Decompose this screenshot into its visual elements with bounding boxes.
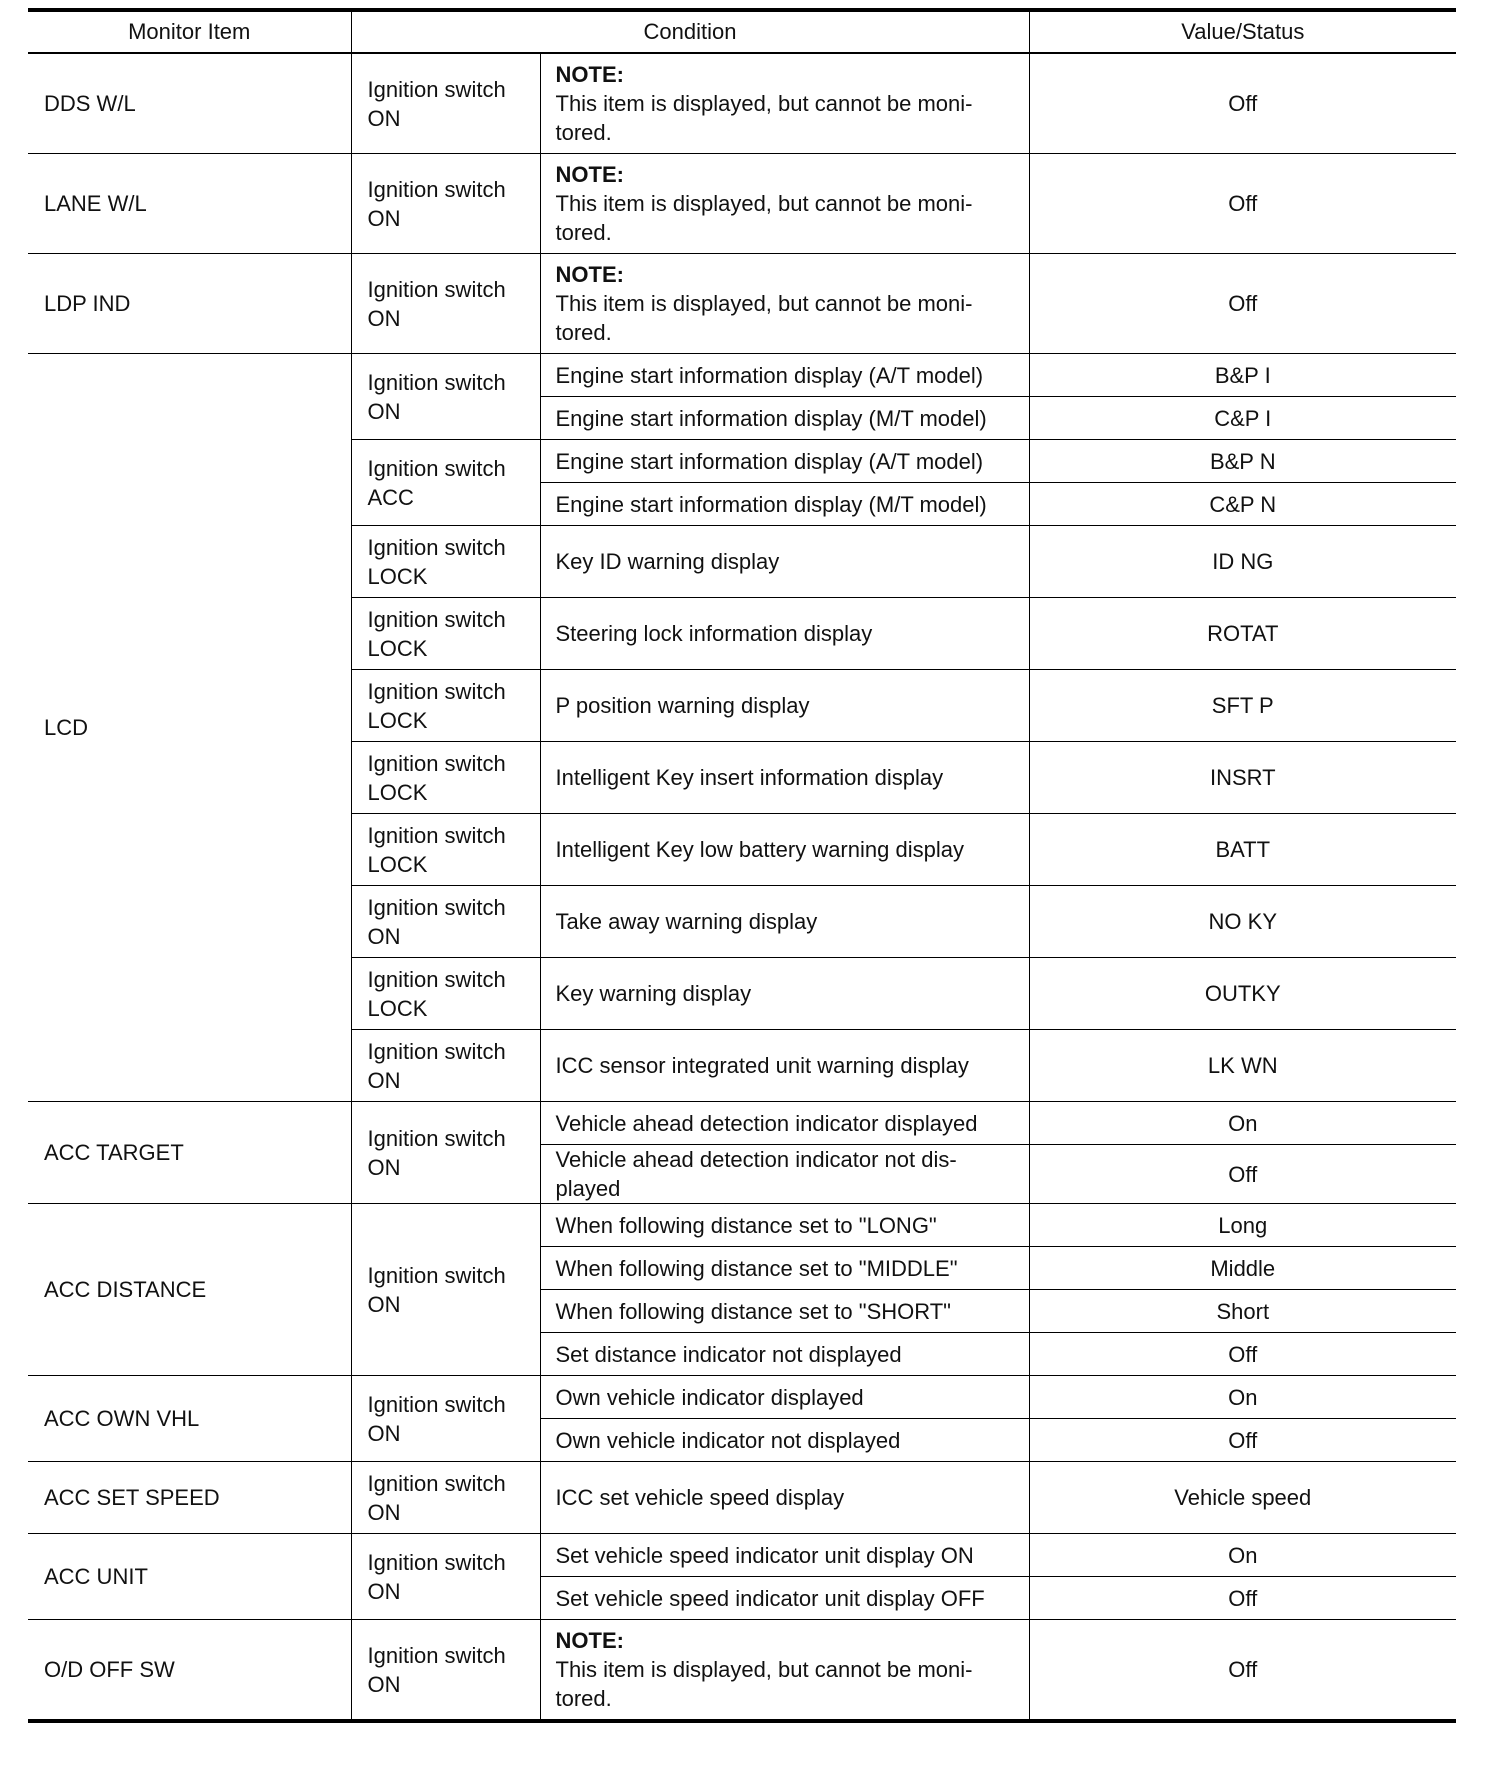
value-cell: B&P N [1029, 440, 1456, 483]
ignition-condition-cell: Ignition switch LOCK [351, 670, 540, 742]
ignition-condition-cell: Ignition switch LOCK [351, 742, 540, 814]
monitor-item-cell: ACC OWN VHL [28, 1376, 351, 1462]
value-cell: Off [1029, 1419, 1456, 1462]
value-cell: Off [1029, 1620, 1456, 1722]
table-row [28, 1620, 1456, 1722]
value-cell: BATT [1029, 814, 1456, 886]
table-row [28, 254, 1456, 354]
value-cell: Off [1029, 254, 1456, 354]
condition-cell: Engine start information display (M/T model) [540, 397, 1029, 440]
condition-cell: Vehicle ahead detection indicator not dis-played [540, 1145, 1029, 1204]
condition-cell: Engine start information display (M/T model) [540, 483, 1029, 526]
ignition-condition-cell: Ignition switch ON [351, 1102, 540, 1204]
value-cell: ROTAT [1029, 598, 1456, 670]
ignition-condition-cell: Ignition switch ACC [351, 440, 540, 526]
value-cell: On [1029, 1534, 1456, 1577]
value-cell: Off [1029, 1333, 1456, 1376]
ignition-condition-cell: Ignition switch ON [351, 1030, 540, 1102]
condition-cell: When following distance set to "SHORT" [540, 1290, 1029, 1333]
value-cell: Off [1029, 1145, 1456, 1204]
value-cell: On [1029, 1102, 1456, 1145]
value-cell: Long [1029, 1204, 1456, 1247]
value-cell: LK WN [1029, 1030, 1456, 1102]
note-label: NOTE: [555, 262, 624, 287]
condition-cell: Set vehicle speed indicator unit display OFF [540, 1577, 1029, 1620]
monitor-item-cell: O/D OFF SW [28, 1620, 351, 1722]
monitor-item-cell: LANE W/L [28, 154, 351, 254]
ignition-condition-cell: Ignition switch ON [351, 254, 540, 354]
condition-cell: Take away warning display [540, 886, 1029, 958]
monitor-item-cell: ACC TARGET [28, 1102, 351, 1204]
ignition-condition-cell: Ignition switch LOCK [351, 814, 540, 886]
monitor-item-cell: LDP IND [28, 254, 351, 354]
value-cell: C&P I [1029, 397, 1456, 440]
condition-cell: When following distance set to "MIDDLE" [540, 1247, 1029, 1290]
ignition-condition-cell: Ignition switch ON [351, 1204, 540, 1376]
table-row [28, 53, 1456, 154]
condition-cell: Intelligent Key insert information display [540, 742, 1029, 814]
condition-cell: Own vehicle indicator not displayed [540, 1419, 1029, 1462]
value-cell: Off [1029, 154, 1456, 254]
value-cell: SFT P [1029, 670, 1456, 742]
header-monitor-item: Monitor Item [28, 10, 351, 53]
table-row [28, 354, 1456, 397]
value-cell: B&P I [1029, 354, 1456, 397]
condition-cell: Intelligent Key low battery warning display [540, 814, 1029, 886]
note-label: NOTE: [555, 162, 624, 187]
condition-cell: Vehicle ahead detection indicator displayed [540, 1102, 1029, 1145]
value-cell: NO KY [1029, 886, 1456, 958]
monitor-item-cell: LCD [28, 354, 351, 1102]
condition-note-cell [540, 154, 1029, 254]
value-cell: C&P N [1029, 483, 1456, 526]
value-cell: Off [1029, 53, 1456, 154]
table-row [28, 1204, 1456, 1247]
condition-note-cell [540, 53, 1029, 154]
note-label: NOTE: [555, 62, 624, 87]
condition-note-cell [540, 254, 1029, 354]
table-header-row [28, 10, 1456, 53]
value-cell: Short [1029, 1290, 1456, 1333]
condition-cell: Key warning display [540, 958, 1029, 1030]
value-cell: INSRT [1029, 742, 1456, 814]
ignition-condition-cell: Ignition switch ON [351, 886, 540, 958]
condition-cell: Own vehicle indicator displayed [540, 1376, 1029, 1419]
ignition-condition-cell: Ignition switch ON [351, 154, 540, 254]
condition-cell: Engine start information display (A/T model) [540, 354, 1029, 397]
condition-note-cell [540, 1620, 1029, 1722]
table-row [28, 154, 1456, 254]
ignition-condition-cell: Ignition switch ON [351, 53, 540, 154]
table-row [28, 1376, 1456, 1419]
monitor-item-cell: ACC SET SPEED [28, 1462, 351, 1534]
value-cell: OUTKY [1029, 958, 1456, 1030]
note-label: NOTE: [555, 1628, 624, 1653]
ignition-condition-cell: Ignition switch ON [351, 1376, 540, 1462]
ignition-condition-cell: Ignition switch ON [351, 1462, 540, 1534]
ignition-condition-cell: Ignition switch LOCK [351, 598, 540, 670]
header-value-status: Value/Status [1029, 10, 1456, 53]
condition-cell: Steering lock information display [540, 598, 1029, 670]
condition-cell: Set vehicle speed indicator unit display ON [540, 1534, 1029, 1577]
note-text: This item is displayed, but cannot be moni-tored. [555, 191, 973, 245]
value-cell: Middle [1029, 1247, 1456, 1290]
condition-cell: ICC set vehicle speed display [540, 1462, 1029, 1534]
note-text: This item is displayed, but cannot be moni-tored. [555, 1657, 973, 1711]
value-cell: Vehicle speed [1029, 1462, 1456, 1534]
table-row [28, 1534, 1456, 1577]
monitor-table-page [28, 8, 1456, 1723]
ignition-condition-cell: Ignition switch ON [351, 354, 540, 440]
ignition-condition-cell: Ignition switch ON [351, 1534, 540, 1620]
monitor-item-cell: DDS W/L [28, 53, 351, 154]
value-cell: ID NG [1029, 526, 1456, 598]
ignition-condition-cell: Ignition switch LOCK [351, 526, 540, 598]
condition-cell: Set distance indicator not displayed [540, 1333, 1029, 1376]
note-text: This item is displayed, but cannot be moni-tored. [555, 291, 973, 345]
ignition-condition-cell: Ignition switch ON [351, 1620, 540, 1722]
condition-cell: ICC sensor integrated unit warning display [540, 1030, 1029, 1102]
ignition-condition-cell: Ignition switch LOCK [351, 958, 540, 1030]
condition-cell: Engine start information display (A/T model) [540, 440, 1029, 483]
note-text: This item is displayed, but cannot be moni-tored. [555, 91, 973, 145]
condition-cell: When following distance set to "LONG" [540, 1204, 1029, 1247]
condition-cell: Key ID warning display [540, 526, 1029, 598]
condition-cell: P position warning display [540, 670, 1029, 742]
monitor-item-cell: ACC UNIT [28, 1534, 351, 1620]
header-condition: Condition [351, 10, 1029, 53]
table-row [28, 1462, 1456, 1534]
value-cell: Off [1029, 1577, 1456, 1620]
monitor-item-cell: ACC DISTANCE [28, 1204, 351, 1376]
table-row [28, 1102, 1456, 1145]
monitor-item-table [28, 8, 1456, 1723]
value-cell: On [1029, 1376, 1456, 1419]
